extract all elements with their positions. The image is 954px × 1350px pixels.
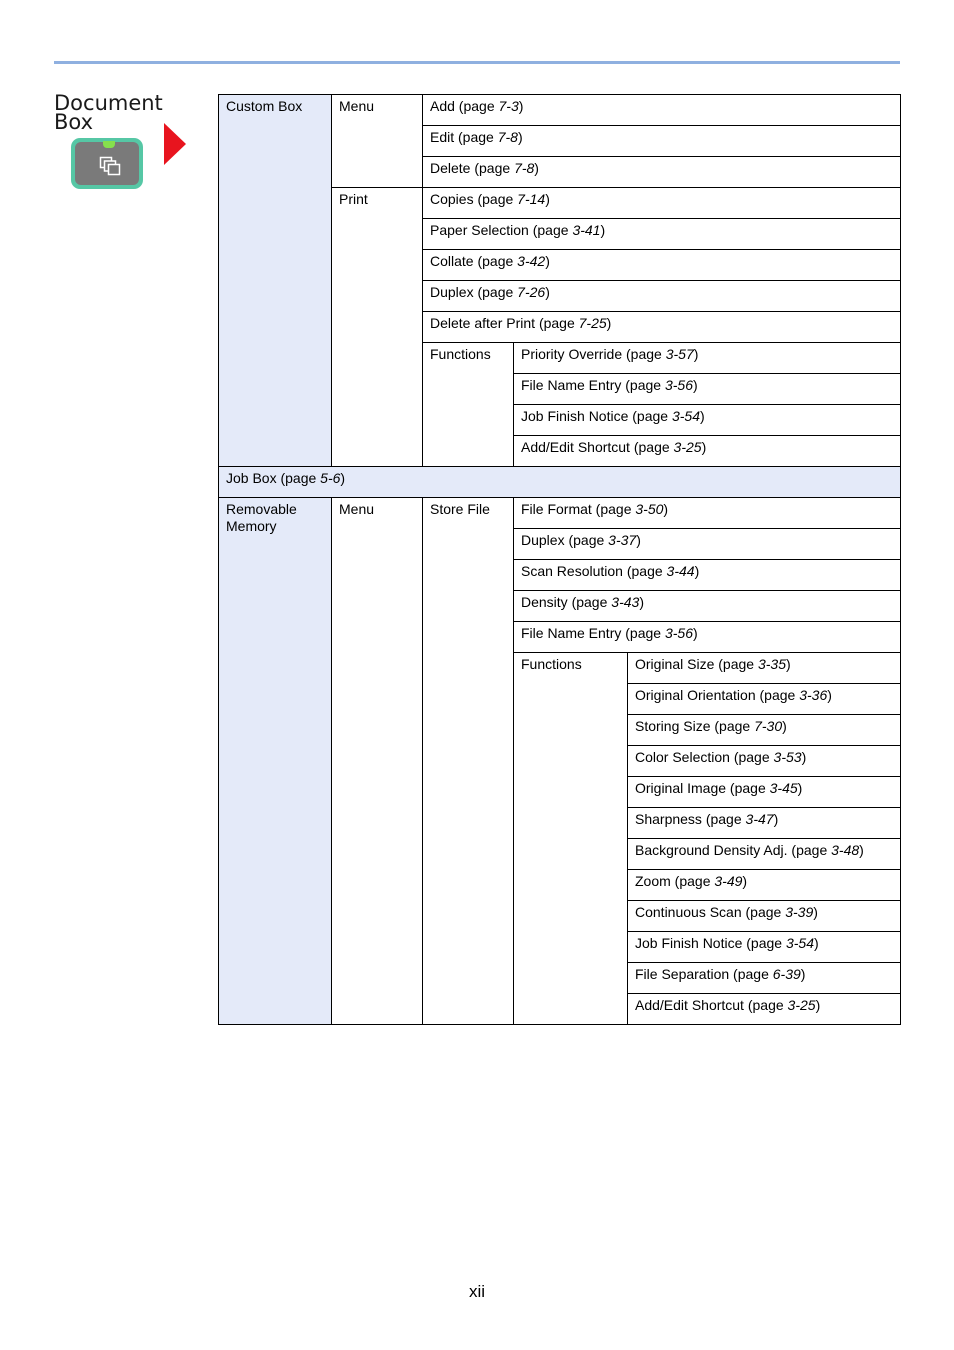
item-close: ) <box>517 129 523 145</box>
store-file-item <box>514 622 901 653</box>
item-name: Continuous Scan (page <box>635 904 786 920</box>
section-title-line1: Document <box>54 91 163 115</box>
menu-map-table <box>218 94 901 1025</box>
item-close: ) <box>545 253 550 269</box>
item-name: File Name Entry (page <box>521 625 665 641</box>
menu-item-edit <box>423 126 901 157</box>
store-file-item <box>514 498 901 529</box>
page-reference: 3-42 <box>517 253 546 269</box>
page-reference: 3-25 <box>787 997 816 1013</box>
table-row <box>219 95 901 126</box>
item-close: ) <box>827 687 832 703</box>
top-rule <box>54 61 900 64</box>
store-file-item <box>514 591 901 622</box>
item-close: ) <box>800 966 806 982</box>
custom-box-menu-cell: Menu <box>332 95 423 188</box>
item-close: ) <box>692 377 698 393</box>
menu-item-add <box>423 95 901 126</box>
item-name: Priority Override (page <box>521 346 666 362</box>
page-reference: 5-6 <box>320 470 341 486</box>
item-name: Job Finish Notice (page <box>635 935 786 951</box>
print-item <box>423 219 901 250</box>
item-name: Duplex (page <box>430 284 518 300</box>
item-name: Add/Edit Shortcut (page <box>635 997 788 1013</box>
page-reference: 3-25 <box>673 439 702 455</box>
item-name: Job Finish Notice (page <box>521 408 672 424</box>
store-file-item <box>514 560 901 591</box>
custom-box-cell: Custom Box <box>219 95 332 467</box>
page-reference: 7-30 <box>754 718 783 734</box>
item-close: ) <box>785 656 791 672</box>
print-function-item <box>514 405 901 436</box>
item-close: ) <box>518 98 524 114</box>
item-close: ) <box>694 563 700 579</box>
item-name: Background Density Adj. (page <box>635 842 832 858</box>
item-close: ) <box>700 408 705 424</box>
page-reference: 3-41 <box>572 222 601 238</box>
page-reference: 3-47 <box>745 811 774 827</box>
item-name: Color Selection (page <box>635 749 774 765</box>
page-reference: 3-56 <box>664 377 693 393</box>
item-name: Delete (page <box>430 160 515 176</box>
print-function-item <box>514 374 901 405</box>
page-reference: 7-25 <box>578 315 607 331</box>
item-close: ) <box>742 873 748 889</box>
store-function-item <box>628 684 901 715</box>
section-title <box>54 91 163 134</box>
page-reference: 3-53 <box>773 749 802 765</box>
item-close: ) <box>859 842 864 858</box>
job-box-row <box>219 467 901 498</box>
store-function-item <box>628 932 901 963</box>
item-close: ) <box>534 160 539 176</box>
item-close: ) <box>773 811 779 827</box>
page-reference: 7-8 <box>497 129 518 145</box>
store-function-item <box>628 653 901 684</box>
documents-icon <box>99 156 121 176</box>
item-name: Copies (page <box>430 191 518 207</box>
page-reference: 7-14 <box>517 191 546 207</box>
item-close: ) <box>600 222 606 238</box>
store-function-item <box>628 715 901 746</box>
item-close: ) <box>340 470 346 486</box>
store-function-item <box>628 808 901 839</box>
removable-memory-cell: Removable Memory <box>219 498 332 1025</box>
page-reference: 3-54 <box>785 935 814 951</box>
page-reference: 7-8 <box>514 160 535 176</box>
item-name: Paper Selection (page <box>430 222 573 238</box>
store-function-item <box>628 994 901 1025</box>
section-title-line2: Box <box>54 110 94 134</box>
item-name: Add/Edit Shortcut (page <box>521 439 674 455</box>
item-name: Scan Resolution (page <box>521 563 667 579</box>
key-led <box>103 141 115 148</box>
store-function-item <box>628 963 901 994</box>
page-number: xii <box>468 1282 486 1301</box>
item-close: ) <box>797 780 803 796</box>
item-close: ) <box>813 904 818 920</box>
page-reference: 3-37 <box>608 532 637 548</box>
item-name: Add (page <box>430 98 499 114</box>
page-reference: 3-56 <box>664 625 693 641</box>
page-reference: 3-45 <box>769 780 798 796</box>
key-face <box>75 142 139 185</box>
document-box-key-icon <box>71 138 143 189</box>
page-reference: 3-44 <box>666 563 695 579</box>
page-reference: 7-3 <box>498 98 519 114</box>
item-name: File Format (page <box>521 501 636 517</box>
item-name: File Separation (page <box>635 966 773 982</box>
item-close: ) <box>545 284 550 300</box>
page-reference: 3-57 <box>665 346 694 362</box>
item-name: Original Orientation (page <box>635 687 800 703</box>
page-reference: 3-36 <box>799 687 828 703</box>
page-reference: 3-50 <box>635 501 664 517</box>
red-right-arrow-icon <box>164 123 186 165</box>
removable-memory-menu-cell: Menu <box>332 498 423 1025</box>
item-name: Edit (page <box>430 129 498 145</box>
store-function-item <box>628 839 901 870</box>
table-row <box>219 467 901 498</box>
item-close: ) <box>692 625 698 641</box>
store-function-item <box>628 870 901 901</box>
page-reference: 6-39 <box>772 966 801 982</box>
item-name: Original Size (page <box>635 656 758 672</box>
print-function-item <box>514 343 901 374</box>
item-name: Delete after Print (page <box>430 315 579 331</box>
item-close: ) <box>782 718 787 734</box>
store-function-item <box>628 746 901 777</box>
item-close: ) <box>606 315 612 331</box>
store-function-item <box>628 901 901 932</box>
item-name: Zoom (page <box>635 873 715 889</box>
item-close: ) <box>639 594 644 610</box>
print-function-item <box>514 436 901 467</box>
item-name: Job Box (page <box>226 470 321 486</box>
item-close: ) <box>663 501 669 517</box>
store-function-item <box>628 777 901 808</box>
item-name: Original Image (page <box>635 780 770 796</box>
print-functions-cell: Functions <box>423 343 514 467</box>
page-reference: 3-49 <box>714 873 743 889</box>
item-name: Collate (page <box>430 253 518 269</box>
item-close: ) <box>545 191 550 207</box>
store-file-functions-cell: Functions <box>514 653 628 1025</box>
print-item-copies <box>423 188 901 219</box>
item-close: ) <box>636 532 641 548</box>
item-close: ) <box>701 439 707 455</box>
custom-box-print-cell: Print <box>332 188 423 467</box>
page-reference: 3-43 <box>611 594 640 610</box>
page-reference: 3-39 <box>785 904 814 920</box>
store-file-cell: Store File <box>423 498 514 1025</box>
store-file-item <box>514 529 901 560</box>
page-reference: 3-48 <box>831 842 860 858</box>
item-close: ) <box>801 749 807 765</box>
print-item <box>423 250 901 281</box>
item-name: Storing Size (page <box>635 718 755 734</box>
item-close: ) <box>814 935 819 951</box>
page-reference: 7-26 <box>517 284 546 300</box>
menu-item-delete <box>423 157 901 188</box>
item-close: ) <box>815 997 821 1013</box>
item-close: ) <box>693 346 699 362</box>
table-row <box>219 498 901 529</box>
page-reference: 3-35 <box>757 656 786 672</box>
page-reference: 3-54 <box>671 408 700 424</box>
item-name: Duplex (page <box>521 532 609 548</box>
print-item <box>423 281 901 312</box>
item-name: Sharpness (page <box>635 811 746 827</box>
item-name: File Name Entry (page <box>521 377 665 393</box>
item-name: Density (page <box>521 594 612 610</box>
print-item <box>423 312 901 343</box>
